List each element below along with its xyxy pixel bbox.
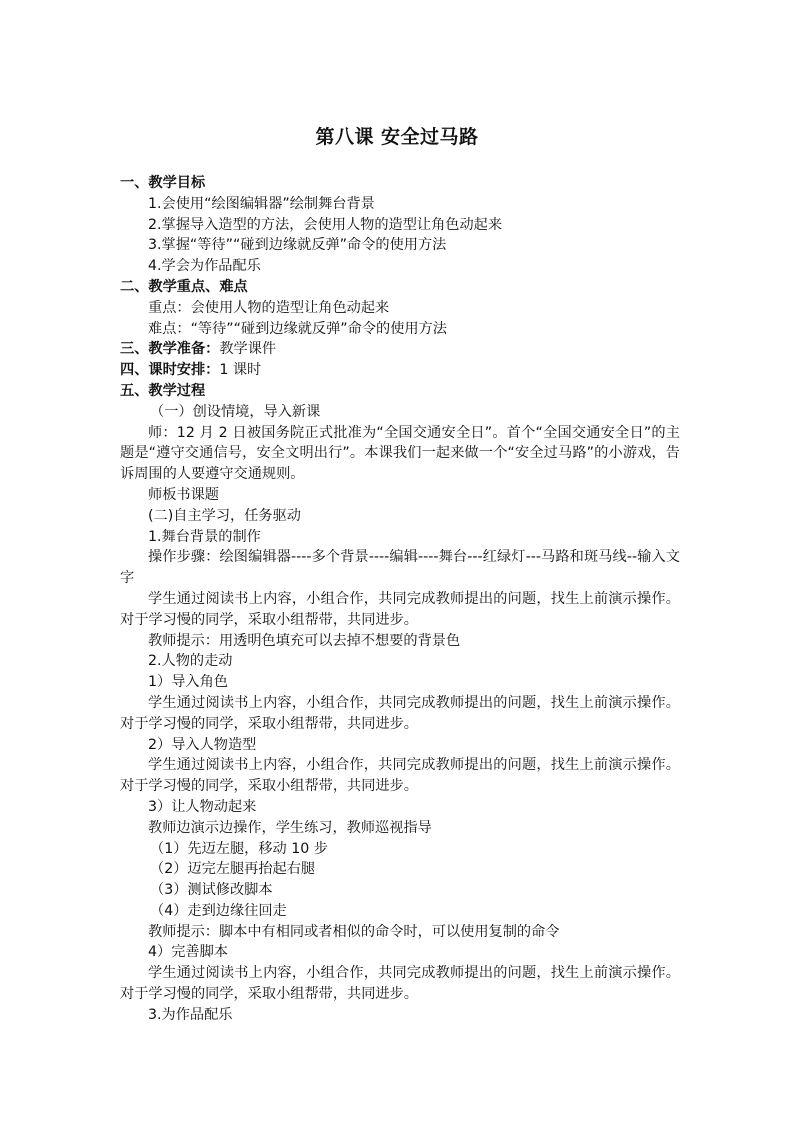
- process-substep: 1）导入角色: [148, 674, 228, 691]
- process-paragraph: 学生通过阅读书上内容，小组合作，共同完成教师提出的问题，找生上前演示操作。对于学习慢的同学，采取小组帮带，共同进步。: [120, 757, 680, 795]
- schedule-value: 1 课时: [219, 362, 262, 379]
- process-paragraph: 学生通过阅读书上内容，小组合作，共同完成教师提出的问题，找生上前演示操作。对于学习慢的同学，采取小组帮带，共同进步。: [120, 965, 680, 1003]
- section-heading-objectives: 一、教学目标: [120, 175, 206, 191]
- keypoint-item: 重点：会使用人物的造型让角色动起来: [148, 299, 390, 316]
- process-numbered-item: （4）走到边缘往回走: [150, 902, 287, 919]
- objective-item: 2.掌握导入造型的方法，会使用人物的造型让角色动起来: [148, 216, 503, 233]
- process-substep: 2）导入人物造型: [148, 736, 257, 753]
- process-numbered-item: （2）迈完左腿再抬起右腿: [150, 861, 316, 878]
- section-heading-preparation: 三、教学准备：: [120, 341, 220, 358]
- process-substep: 4）完善脚本: [148, 944, 228, 961]
- process-line: 师板书课题: [148, 486, 219, 503]
- section-heading-keypoints: 二、教学重点、难点: [120, 278, 248, 295]
- section-heading-schedule: 四、课时安排：: [120, 362, 220, 379]
- process-line: 教师边演示边操作，学生练习，教师巡视指导: [148, 819, 432, 836]
- objective-item: 4.学会为作品配乐: [148, 258, 261, 275]
- process-step-heading: 2.人物的走动: [148, 653, 233, 670]
- process-step-heading: 3.为作品配乐: [148, 1006, 233, 1023]
- process-substep: 3）让人物动起来: [148, 798, 257, 815]
- process-numbered-item: （1）先迈左腿，移动 10 步: [150, 840, 328, 857]
- process-paragraph: 师：12 月 2 日被国务院正式批准为“全国交通安全日”。首个“全国交通安全日”的主题是“遵守交通信号，安全文明出行”。本课我们一起来做一个“安全过马路”的小游戏，告诉周围的人要遵守交通规则。: [120, 424, 680, 483]
- process-numbered-item: （3）测试修改脚本: [150, 882, 273, 899]
- objective-item: 3.掌握“等待”“碰到边缘就反弹”命令的使用方法: [148, 237, 447, 254]
- objective-item: 1.会使用“绘图编辑器”绘制舞台背景: [148, 195, 375, 212]
- process-line: 教师提示：脚本中有相同或者相似的命令时，可以使用复制的命令: [148, 923, 560, 940]
- section-preparation: [120, 339, 680, 360]
- page-title: 第八课 安全过马路: [315, 126, 479, 148]
- process-paragraph: 学生通过阅读书上内容，小组合作，共同完成教师提出的问题，找生上前演示操作。对于学习慢的同学，采取小组帮带，共同进步。: [120, 694, 680, 732]
- keypoint-item: 难点：“等待”“碰到边缘就反弹”命令的使用方法: [148, 320, 447, 337]
- preparation-value: 教学课件: [219, 341, 277, 358]
- process-subheading: (二)自主学习，任务驱动: [148, 507, 301, 524]
- section-schedule: [120, 360, 680, 381]
- document-body: [120, 173, 680, 1026]
- process-subheading: （一）创设情境，导入新课: [150, 403, 321, 420]
- process-paragraph: 操作步骤：绘图编辑器----多个背景----编辑----舞台---红绿灯---马路和斑马线--输入文字: [120, 549, 680, 587]
- process-paragraph: 学生通过阅读书上内容，小组合作，共同完成教师提出的问题，找生上前演示操作。对于学习慢的同学，采取小组帮带，共同进步。: [120, 590, 680, 628]
- process-step-heading: 1.舞台背景的制作: [148, 528, 261, 545]
- section-heading-process: 五、教学过程: [120, 382, 206, 399]
- process-line: 教师提示：用透明色填充可以去掉不想要的背景色: [148, 632, 461, 649]
